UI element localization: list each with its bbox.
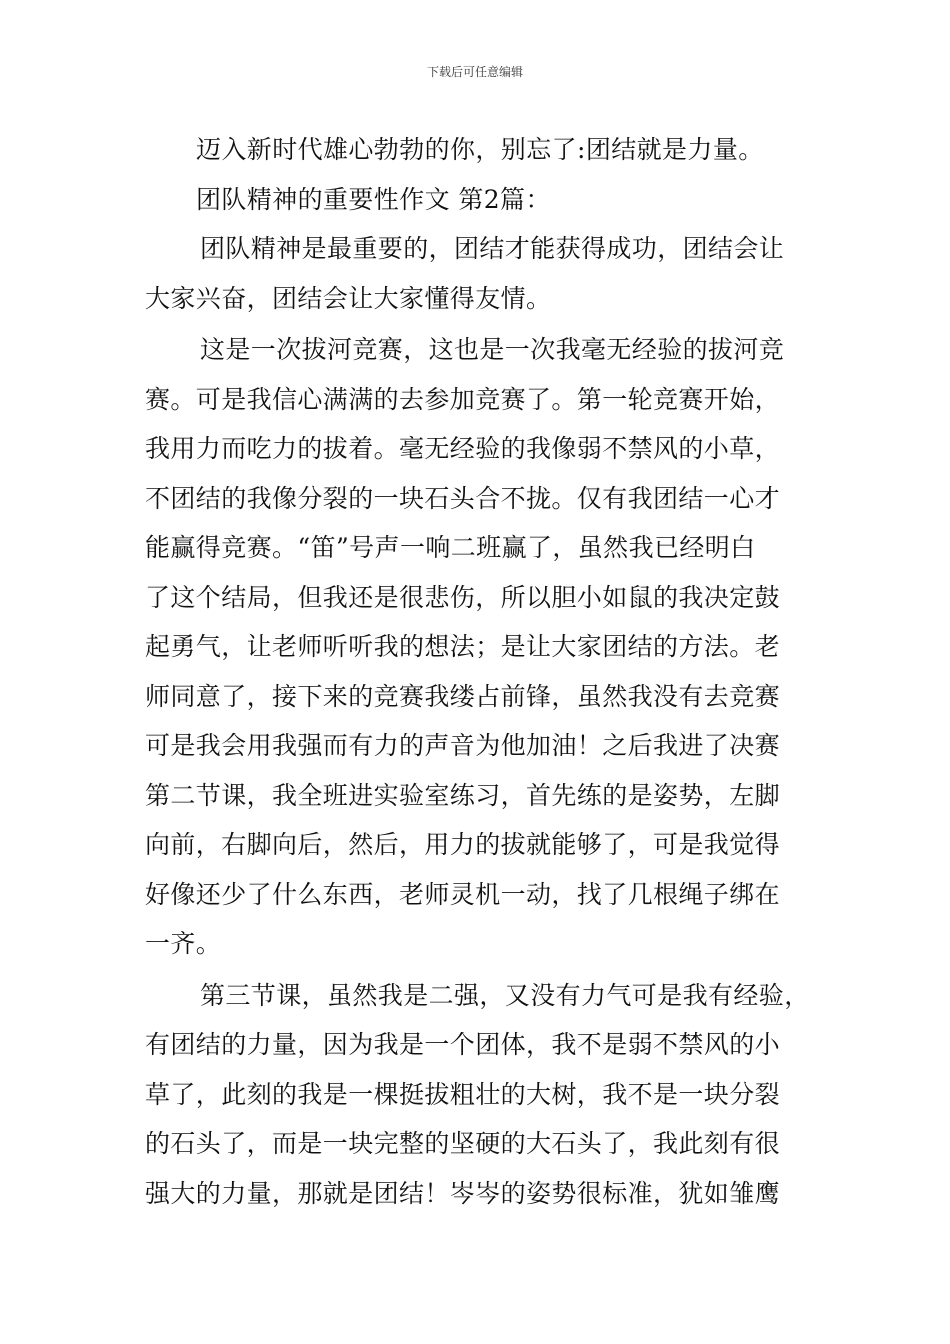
paragraph-line: 草了，此刻的我是一棵挺拔粗壮的大树，我不是一块分裂 [145,1079,781,1109]
paragraph-line: 有团结的力量，因为我是一个团体，我不是弱不禁风的小 [145,1030,781,1059]
paragraph-line: 团队精神是最重要的，团结才能获得成功，团结会让 [200,234,785,263]
paragraph-line: 第三节课，虽然我是二强，又没有力气可是我有经验， [200,980,810,1010]
paragraph-line: 向前，右脚向后，然后，用力的拔就能够了，可是我觉得 [145,830,781,859]
paragraph-line: 了这个结局，但我还是很悲伤，所以胆小如鼠的我决定鼓 [145,582,781,612]
paragraph-line: 起勇气，让老师听听我的想法；是让大家团结的方法。老 [145,632,781,661]
paragraph-line: 赛。可是我信心满满的去参加竞赛了。第一轮竞赛开始， [145,384,781,414]
paragraph-line: 我用力而吃力的拔着。毫无经验的我像弱不禁风的小草， [145,434,781,463]
paragraph-line: 强大的力量，那就是团结！岑岑的姿势很标准，犹如雏鹰 [145,1178,781,1208]
paragraph-line: 一齐。 [145,929,222,958]
paragraph-line: 可是我会用我强而有力的声音为他加油！之后我进了决赛 [145,731,781,760]
paragraph-line: 第二节课，我全班进实验室练习，首先练的是姿势，左脚 [145,780,781,810]
paragraph-line: 迈入新时代雄心勃勃的你，别忘了:团结就是力量。 [196,135,764,164]
document-body [145,125,825,1218]
paragraph-line: 能赢得竞赛。“笛”号声一响二班赢了，虽然我已经明白 [145,533,756,562]
paragraph-line: 大家兴奋，团结会让大家懂得友情。 [145,283,552,313]
section-heading: 团队精神的重要性作文 第2篇： [196,184,551,214]
page-header: 下载后可任意编辑 [426,65,523,79]
paragraph-line: 这是一次拔河竞赛，这也是一次我毫无经验的拔河竞 [200,335,785,364]
paragraph-line: 的石头了，而是一块完整的坚硬的大石头了，我此刻有很 [145,1129,781,1158]
paragraph-line: 师同意了，接下来的竞赛我缕占前锋，虽然我没有去竞赛 [145,681,781,711]
paragraph-line: 好像还少了什么东西，老师灵机一动，找了几根绳子绑在 [145,879,781,909]
paragraph-line: 不团结的我像分裂的一块石头合不拢。仅有我团结一心才 [145,483,781,513]
